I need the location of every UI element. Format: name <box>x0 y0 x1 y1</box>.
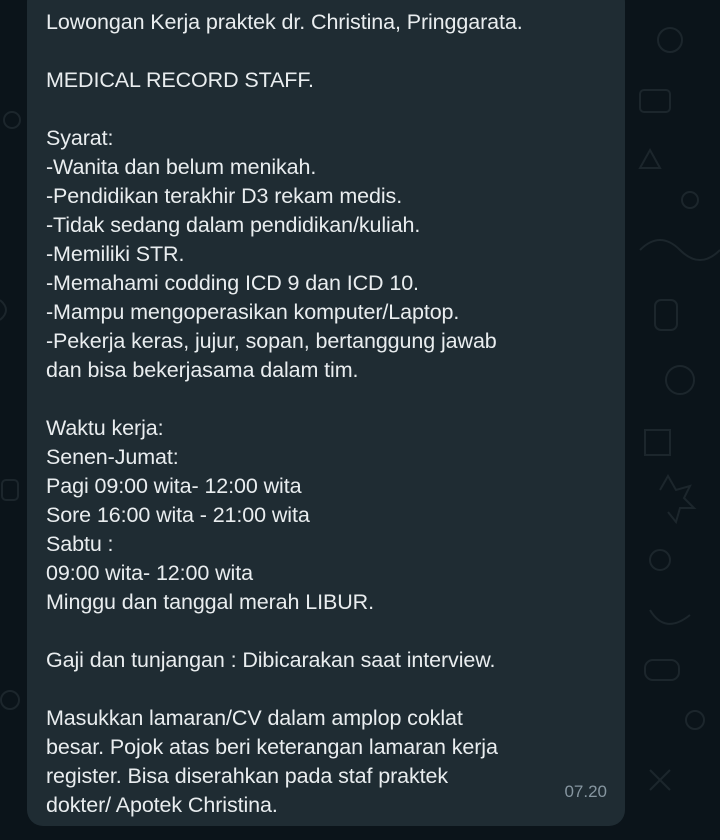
message-line: Minggu dan tanggal merah LIBUR. <box>46 590 374 614</box>
message-line: register. Bisa diserahkan pada staf praktek <box>46 764 449 788</box>
message-line: Waktu kerja: <box>46 416 164 440</box>
message-line: Sabtu : <box>46 532 114 556</box>
message-line: -Memiliki STR. <box>46 242 185 266</box>
message-line: -Pendidikan terakhir D3 rekam medis. <box>46 184 403 208</box>
message-text <box>46 8 607 820</box>
message-line: Lowongan Kerja praktek dr. Christina, Pringgarata. <box>46 10 523 34</box>
message-line: dokter/ Apotek Christina. <box>46 793 278 817</box>
message-line <box>46 95 607 124</box>
message-line: -Mampu mengoperasikan komputer/Laptop. <box>46 300 460 324</box>
message-line: Gaji dan tunjangan : Dibicarakan saat interview. <box>46 648 496 672</box>
message-line <box>46 37 607 66</box>
message-line: -Tidak sedang dalam pendidikan/kuliah. <box>46 213 421 237</box>
message-line <box>46 675 607 704</box>
message-line: -Pekerja keras, jujur, sopan, bertanggung jawab <box>46 329 497 353</box>
message-line: MEDICAL RECORD STAFF. <box>46 68 314 92</box>
message-line <box>46 617 607 646</box>
message-line: Masukkan lamaran/CV dalam amplop coklat <box>46 706 463 730</box>
message-line: besar. Pojok atas beri keterangan lamaran kerja <box>46 735 498 759</box>
message-line: 09:00 wita- 12:00 wita <box>46 561 253 585</box>
message-line <box>46 385 607 414</box>
message-line: Sore 16:00 wita - 21:00 wita <box>46 503 310 527</box>
message-line: -Wanita dan belum menikah. <box>46 155 317 179</box>
message-line: -Memahami codding ICD 9 dan ICD 10. <box>46 271 419 295</box>
message-line: Senen-Jumat: <box>46 445 179 469</box>
message-line: dan bisa bekerjasama dalam tim. <box>46 358 359 382</box>
message-bubble[interactable] <box>27 0 625 826</box>
message-line: Syarat: <box>46 126 114 150</box>
message-line: Pagi 09:00 wita- 12:00 wita <box>46 474 302 498</box>
message-timestamp: 07.20 <box>564 782 607 801</box>
